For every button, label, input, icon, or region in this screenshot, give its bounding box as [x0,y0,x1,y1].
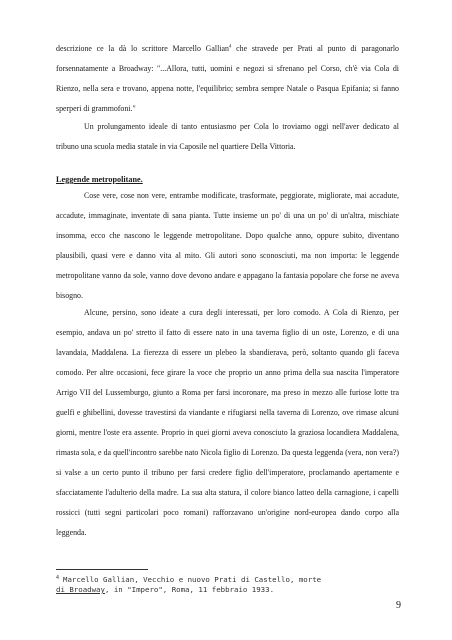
paragraph-legends: Cose vere, cose non vere, entrambe modificate, trasformate, peggiorate, migliorate, mai accadute, accadute, immaginate, inventate di sana pianta. Tutte insieme un po' di una un po' di un'altra, mischiate insomma, ecco che nascono le leggende metropolitane. Dopo qualche anno, oppure subito, diventano plausibili, quasi vere e danno vita al mito. Gli autori sono sconosciuti, ma non importa: le leggende metropolitane vanno da sole, vanno dove devono andare e appagano la fantasia popolare che forse ne aveva bisogno. [56,191,399,300]
paragraph-text: che stravede per Prati al punto di paragonarlo forsennatamente a Broadway: "...Allora, tutti, uomini e negozi si sfrenano pel Corso, ch'è via Cola di Rienzo, nella sera e trovano, appena notte, l'equilibrio; sembra sempre Natale o Pasqua Epifania; si fanno sperperi di grammofoni." [56,44,399,113]
paragraph-cola-di-rienzo: Alcune, persino, sono ideate a cura degli interessati, per loro comodo. A Cola di Rienzo, per esempio, andava un po' stretto il fatto di essere nato in una taverna figlio di un oste, Lorenzo, e di una lavandaia, Maddalena. La fierezza di essere un plebeo la sbandierava, però, soltanto quando gli faceva comodo. Per altre occasioni, fece girare la voce che proprio un anno prima della sua nascita l'imperatore Arrigo VII del Lussemburgo, giunto a Roma per farsi incoronare, ma preso in mezzo alle furiose lotte tra guelfi e ghibellini, dovesse travestirsi da viandante e rifugiarsi nella taverna di Lorenzo, ove rimase alcuni giorni, mentre l'oste era assente. Proprio in quei giorni aveva conosciuto la graziosa locandiera Maddalena, rimasta sola, e da quell'incontro sarebbe nato Nicola figlio di Lorenzo. Da questa leggenda (vera, non vera?) si valse a un certo punto il tribuno per farsi credere figlio dell'imperatore, proclamando apertamente e sfacciatamente l'adulterio della madre. La sua alta statura, il colore bianco latteo della carnagione, i capelli rossicci (tutti segni particolari poco romani) rafforzavano un'origine nord-europea dando corpo alla leggenda. [56,308,399,537]
footnote-number: 4 [56,574,60,581]
paragraph-school: Un prolungamento ideale di tanto entusiasmo per Cola lo troviamo oggi nell'aver dedicato al tribuno una scuola media statale in via Caposile nel quartiere Della Vittoria. [56,122,399,151]
footnote-text-end: , in "Impero", Roma, 11 febbraio 1933. [104,585,275,594]
paragraph-text: descrizione ce la dà lo scrittore Marcello Gallian [56,44,229,53]
footnote-text: Marcello Gallian, Vecchio e nuovo Prati di Castello, morte [63,575,322,584]
section-heading: Leggende metropolitane. [56,175,143,184]
footnote [56,575,406,595]
page-number: 9 [396,600,401,611]
paragraph-intro-quote [56,39,399,119]
footnote-separator [56,569,148,570]
footnote-underlined-text: di Broadway [56,585,105,594]
footnote-reference[interactable]: 4 [228,44,232,50]
